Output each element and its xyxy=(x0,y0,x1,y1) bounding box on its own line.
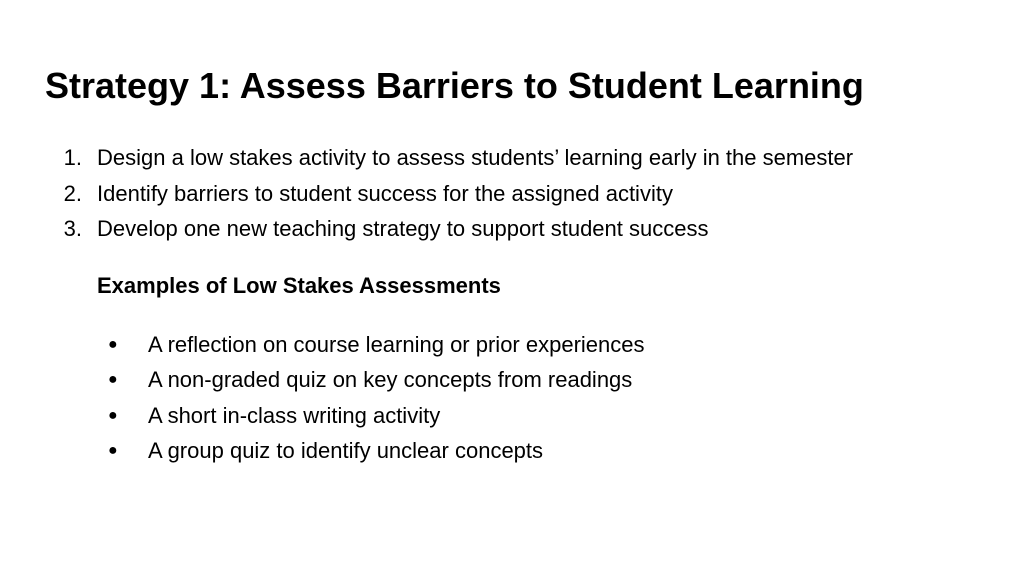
step-number: 1. xyxy=(63,145,82,170)
step-number: 3. xyxy=(63,216,82,241)
example-text: A group quiz to identify unclear concepts xyxy=(148,437,544,463)
example-text: A non-graded quiz on key concepts from readings xyxy=(148,367,633,393)
step-text: Design a low stakes activity to assess students’ learning early in the semester xyxy=(97,145,854,170)
bullet-icon: ● xyxy=(108,441,118,459)
step-text: Develop one new teaching strategy to support student success xyxy=(97,216,709,241)
step-number: 2. xyxy=(63,180,82,206)
bullet-icon: ● xyxy=(108,371,118,389)
bullet-icon: ● xyxy=(108,406,118,424)
bullet-icon: ● xyxy=(108,336,118,353)
example-text: A reflection on course learning or prior experiences xyxy=(148,332,645,357)
step-text: Identify barriers to student success for the assigned activity xyxy=(97,180,673,206)
slide-title: Strategy 1: Assess Barriers to Student Learning xyxy=(45,65,864,106)
examples-heading: Examples of Low Stakes Assessments xyxy=(97,273,501,298)
example-text: A short in-class writing activity xyxy=(148,402,441,428)
